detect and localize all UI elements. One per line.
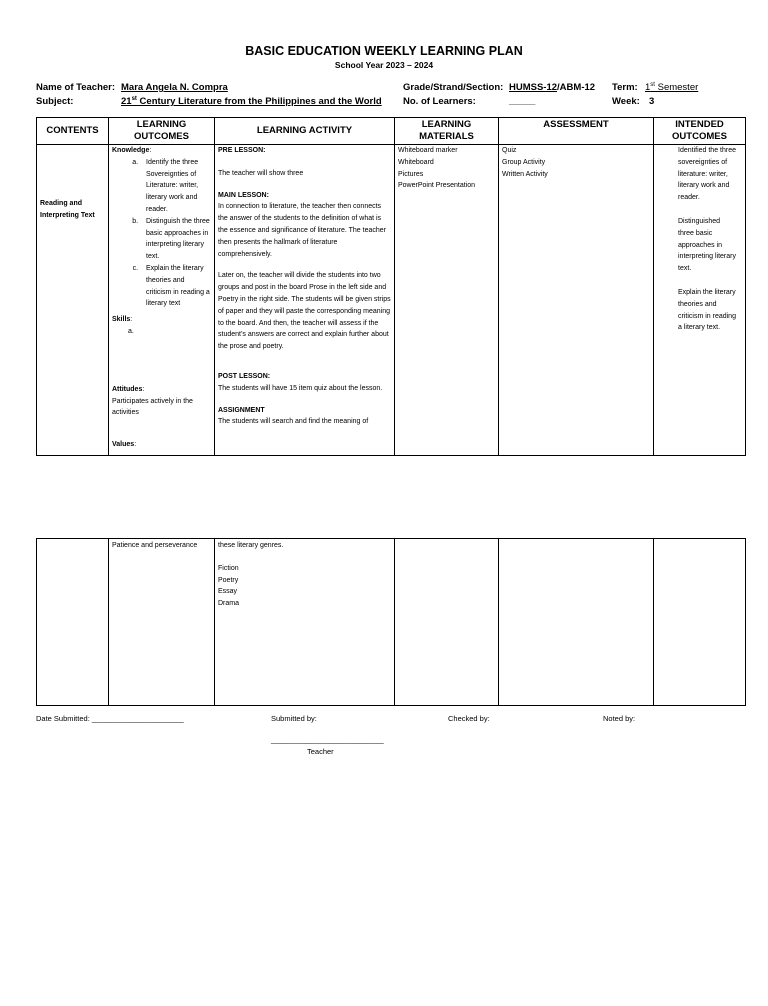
subject-value: 21st Century Literature from the Philippines and the World	[121, 95, 382, 107]
assignment-text: The students will search and find the meaning of	[218, 418, 369, 426]
checked-by-label: Checked by:	[448, 714, 490, 723]
header-learning-outcomes: LEARNING OUTCOMES	[109, 118, 215, 145]
knowledge-item: c. Explain the literary theories and criticism in reading a literary text	[140, 263, 211, 310]
values-cell	[109, 539, 215, 706]
material-item: Whiteboard marker	[398, 147, 458, 154]
knowledge-item: a. Identify the three Sovereignties of Literature: writer, literary work and reader.	[140, 157, 211, 216]
learning-plan-table	[36, 117, 746, 456]
header-assessment: ASSESSMENT	[499, 118, 654, 145]
genre-item: Drama	[218, 600, 240, 608]
main-lesson-text-2: Later on, the teacher will divide the students into two groups and post in the board Prose in the left side and Poetry in the right side. The students will be given strips of paper and they will paste the corresponding meaning to the board. And then, the teacher will assess if the student’s answers are correct and explain further about the prose and poetry.	[218, 272, 391, 351]
learning-plan-table-continued	[36, 538, 746, 706]
values-text: Patience and perseverance	[112, 542, 198, 549]
skills-item: a.	[128, 327, 134, 335]
assessment-cell-continued	[499, 539, 654, 706]
assessment-item: Group Activity	[502, 158, 546, 166]
signature-line: ___________________________	[271, 735, 384, 744]
term-label: Term:	[612, 82, 638, 93]
week-label: Week:	[612, 96, 640, 107]
intended-outcome: Explain the literary theories and criticism in reading a literary text.	[678, 288, 736, 332]
header-learning-materials: LEARNING MATERIALS	[395, 118, 499, 145]
material-item: Whiteboard	[398, 158, 434, 166]
values-label: Values:	[112, 441, 137, 449]
pre-lesson-label: PRE LESSON:	[218, 147, 266, 154]
contents-cell-continued	[37, 539, 109, 706]
date-submitted: Date Submitted: ______________________	[36, 714, 184, 723]
activity-cell-continued	[215, 539, 395, 706]
grade-value: HUMSS-12/ABM-12	[509, 82, 596, 93]
learning-materials-cell	[395, 145, 499, 456]
main-lesson-text: In connection to literature, the teacher then connects the answer of the students to the definition of what is the essence and significance of literature. The teacher then presents the hallmark of literature comprehensively.	[218, 203, 386, 258]
learning-outcomes-cell	[109, 145, 215, 456]
genre-item: Fiction	[218, 564, 239, 572]
teacher-role-label: Teacher	[307, 747, 334, 756]
pre-lesson-text: The teacher will show three	[218, 169, 304, 177]
genre-item: Essay	[218, 588, 238, 596]
teacher-label: Name of Teacher:	[36, 82, 116, 93]
main-lesson-label: MAIN LESSON:	[218, 191, 269, 199]
learning-activity-cell	[215, 145, 395, 456]
header-learning-activity: LEARNING ACTIVITY	[215, 118, 395, 145]
learners-label: No. of Learners:	[403, 96, 476, 107]
school-year: School Year 2023 – 2024	[334, 60, 434, 70]
grade-label: Grade/Strand/Section:	[403, 82, 504, 93]
assessment-item: Written Activity	[502, 170, 548, 178]
assignment-label: ASSIGNMENT	[218, 406, 265, 414]
assessment-item: Quiz	[502, 147, 517, 154]
intended-outcomes-cell	[654, 145, 746, 456]
subject-label: Subject:	[36, 96, 74, 107]
intended-cell-continued	[654, 539, 746, 706]
content-topic: Reading and Interpreting Text	[40, 200, 95, 219]
assignment-continued-text: these literary genres.	[218, 542, 284, 549]
post-lesson-label: POST LESSON:	[218, 372, 271, 380]
learners-value: _____	[509, 96, 536, 107]
attitudes-text: Participates actively in the activities	[112, 397, 193, 417]
noted-by-label: Noted by:	[603, 714, 636, 723]
material-item: Pictures	[398, 170, 424, 178]
post-lesson-text: The students will have 15 item quiz about the lesson.	[218, 384, 383, 392]
attitudes-label: Attitudes:	[112, 385, 145, 393]
term-value: 1st Semester	[645, 81, 699, 93]
knowledge-item: b. Distinguish the three basic approaches in interpreting literary text.	[140, 216, 211, 263]
week-value: 3	[649, 96, 655, 107]
assessment-cell	[499, 145, 654, 456]
intended-outcome: Distinguished three basic approaches in interpreting literary text.	[678, 217, 736, 273]
genre-item: Poetry	[218, 576, 239, 584]
intended-outcome: Identified the three sovereignties of literature: writer, literary work and reader.	[678, 147, 736, 202]
knowledge-list	[112, 157, 211, 310]
skills-label: Skills:	[112, 316, 133, 324]
material-item: PowerPoint Presentation	[398, 182, 476, 190]
materials-cell-continued	[395, 539, 499, 706]
header-contents: CONTENTS	[37, 118, 109, 145]
header-intended-outcomes: INTENDED OUTCOMES	[654, 118, 746, 145]
document-title: BASIC EDUCATION WEEKLY LEARNING PLAN	[245, 44, 523, 58]
knowledge-label: Knowledge:	[112, 147, 152, 154]
contents-cell	[37, 145, 109, 456]
teacher-name: Mara Angela N. Compra	[121, 82, 228, 93]
submitted-by-label: Submitted by:	[271, 714, 317, 723]
